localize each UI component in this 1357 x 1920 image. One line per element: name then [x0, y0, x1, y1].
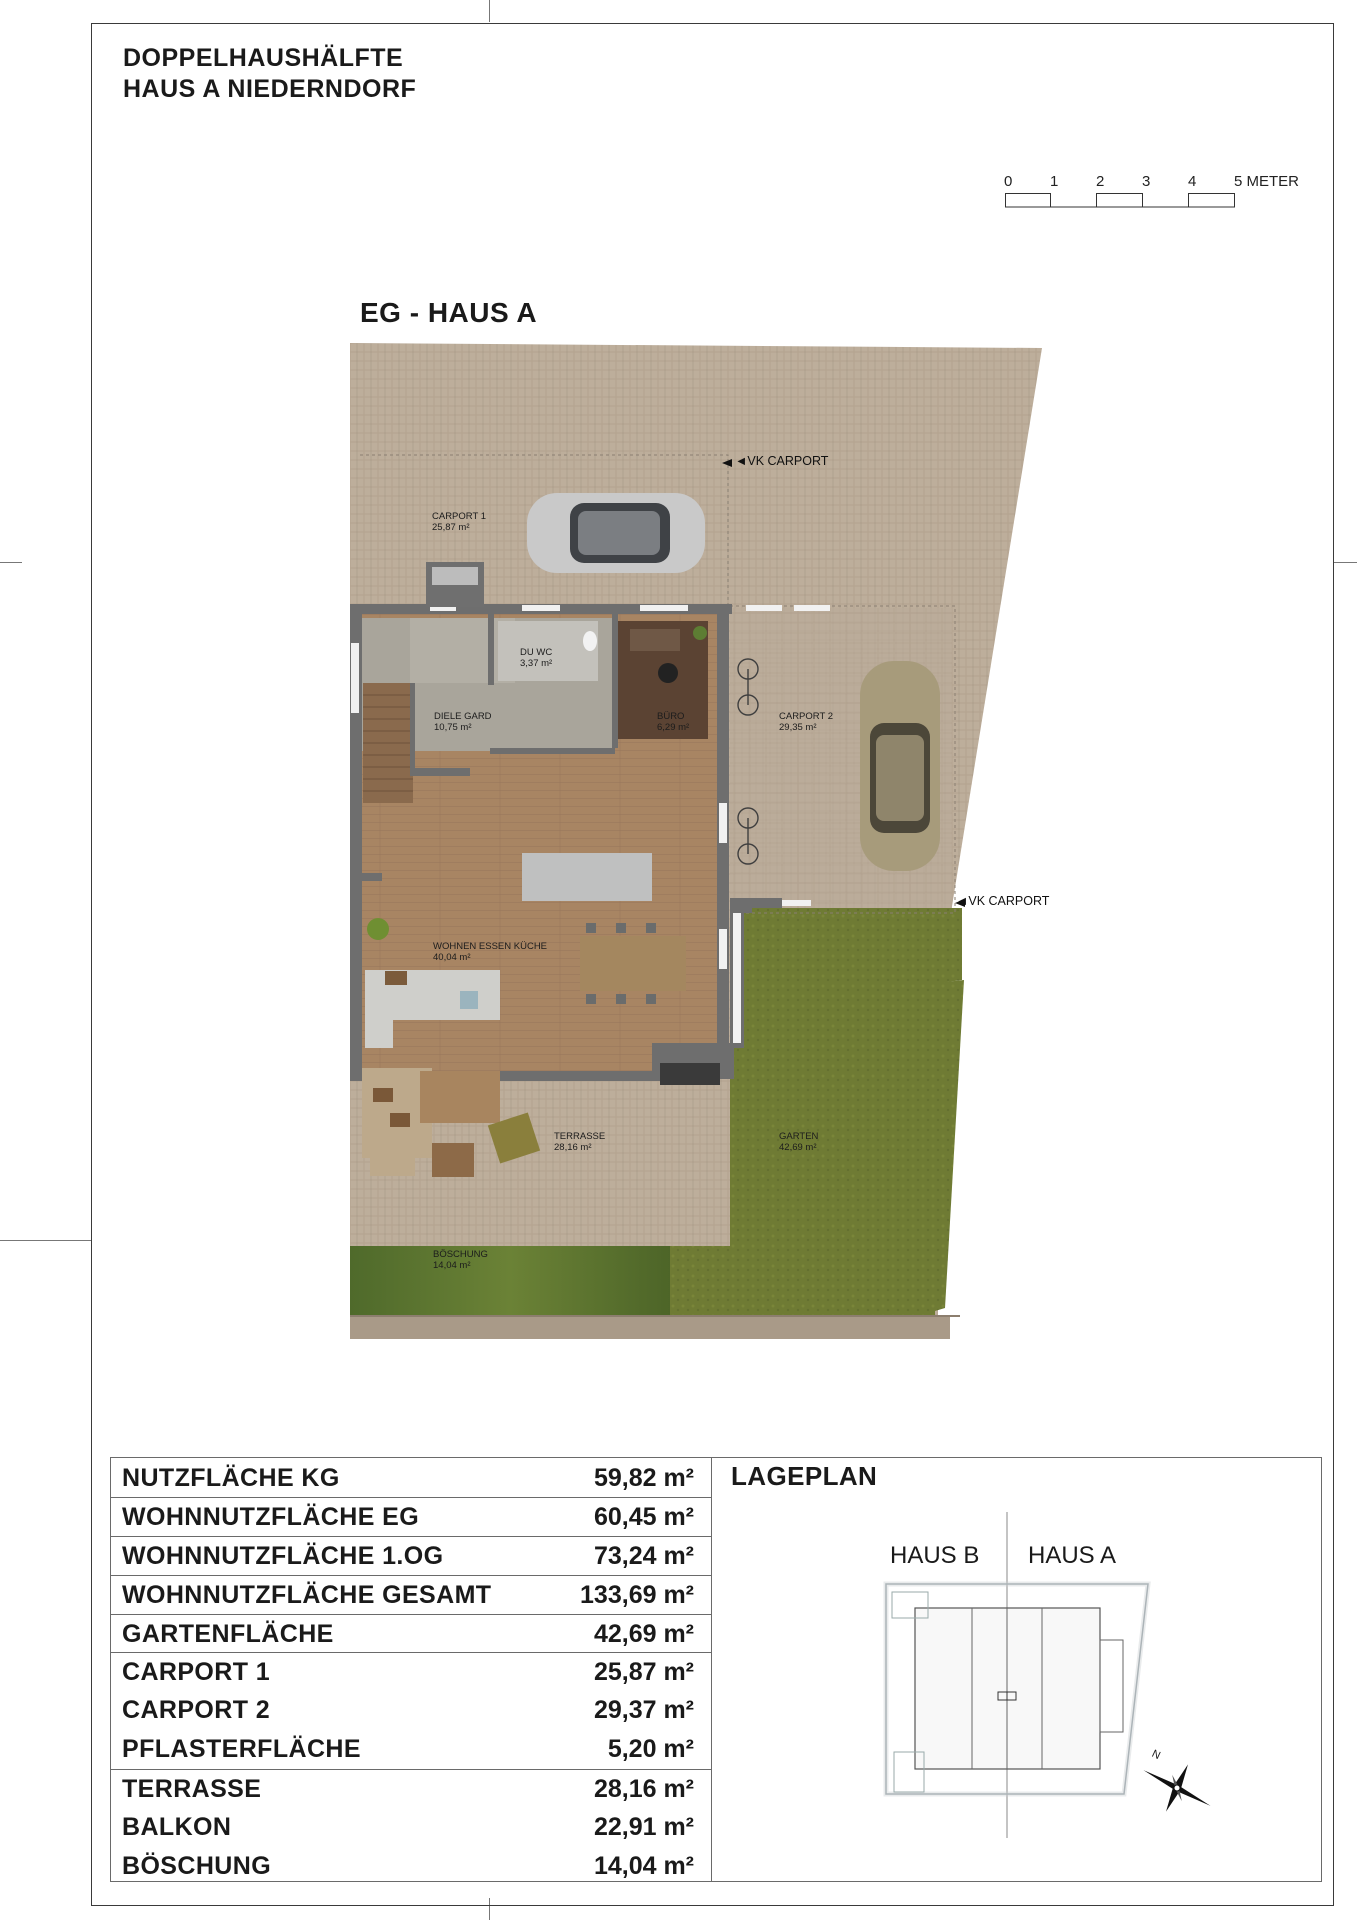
site-plan-graphic — [880, 1512, 1230, 1842]
title-line-2: HAUS A NIEDERNDORF — [123, 75, 417, 103]
scale-tick-3: 3 — [1142, 173, 1151, 190]
room-label-garten: GARTEN 42,69 m² — [779, 1131, 819, 1153]
area-row: WOHNNUTZFLÄCHE GESAMT 133,69 m² — [111, 1575, 711, 1614]
crop-mark-right — [1334, 562, 1357, 563]
document-title — [123, 43, 416, 105]
room-label-boeschung: BÖSCHUNG 14,04 m² — [433, 1249, 488, 1271]
compass-n-label: N — [1149, 1747, 1163, 1763]
area-row: GARTENFLÄCHE 42,69 m² — [111, 1614, 711, 1653]
title-line-1: DOPPELHAUSHÄLFTE — [123, 44, 404, 72]
site-plan-label-haus-a: HAUS A — [1028, 1542, 1117, 1569]
grill — [660, 1063, 720, 1085]
staircase — [363, 683, 413, 803]
crop-mark-left-lower — [0, 1240, 91, 1241]
crop-mark-top — [489, 0, 490, 22]
area-row: CARPORT 2 29,37 m² — [122, 1696, 694, 1724]
area-row: BÖSCHUNG 14,04 m² — [122, 1852, 694, 1880]
area-row: WOHNNUTZFLÄCHE EG 60,45 m² — [111, 1497, 711, 1536]
scale-bar-graphic — [1005, 193, 1245, 209]
scale-tick-1: 1 — [1050, 173, 1059, 190]
kitchen-island — [522, 853, 652, 901]
compass-rose — [1142, 1763, 1212, 1814]
floor-plan — [350, 343, 1050, 1341]
info-box-divider — [711, 1457, 712, 1882]
scale-tick-4: 4 — [1188, 173, 1197, 190]
room-label-terrasse: TERRASSE 28,16 m² — [554, 1131, 606, 1153]
floor-plan-title: EG - HAUS A — [360, 297, 538, 328]
room-label-carport-1: CARPORT 1 25,87 m² — [432, 511, 487, 533]
area-row: WOHNNUTZFLÄCHE 1.OG 73,24 m² — [111, 1536, 711, 1575]
vk-carport-label-2: ◄VK CARPORT — [956, 894, 1050, 908]
area-row: BALKON 22,91 m² — [122, 1813, 694, 1841]
boeschung-hedge — [350, 1246, 670, 1323]
room-label-wohnen: WOHNEN ESSEN KÜCHE 40,04 m² — [433, 941, 548, 963]
car-carport-2 — [860, 661, 940, 871]
scale-tick-5: 5 METER — [1234, 173, 1300, 190]
vk-carport-label-1: ◄VK CARPORT — [735, 454, 829, 468]
crop-mark-left-upper — [0, 562, 22, 563]
room-label-du-wc: DU WC 3,37 m² — [520, 647, 553, 669]
room-label-carport-2: CARPORT 2 29,35 m² — [779, 711, 834, 733]
scale-tick-0: 0 — [1004, 173, 1013, 190]
scale-tick-2: 2 — [1096, 173, 1105, 190]
area-row: CARPORT 1 25,87 m² — [111, 1652, 711, 1691]
plant — [367, 918, 389, 940]
area-row: TERRASSE 28,16 m² — [111, 1769, 711, 1808]
area-row: PFLASTERFLÄCHE 5,20 m² — [122, 1735, 694, 1763]
room-label-diele-gard: DIELE GARD 10,75 m² — [434, 711, 492, 733]
area-row: NUTZFLÄCHE KG 59,82 m² — [122, 1464, 694, 1492]
site-plan-label-haus-b: HAUS B — [890, 1542, 980, 1569]
site-plan-title: LAGEPLAN — [731, 1461, 878, 1491]
car-carport-1 — [527, 493, 705, 573]
dining-table — [580, 936, 686, 991]
room-label-buero: BÜRO 6,29 m² — [657, 711, 690, 733]
